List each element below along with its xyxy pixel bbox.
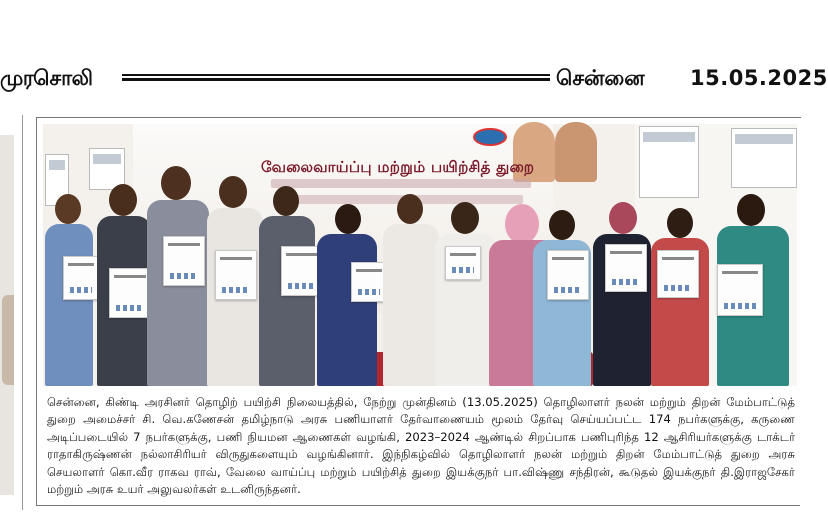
photo-caption	[47, 394, 795, 498]
caption-text: சென்னை, கிண்டி அரசினர் தொழிற் பயிற்சி நிலையத்தில், நேற்று முன்தினம் (13.05.2025) தொழிலாளர் நலன் மற்றும் திறன் மேம்பாட்டுத் துறை அமைச்சர் சி. வெ.கணேசன் தமிழ்நாடு அரசு பணியாளர் தேர்வாணையம் மூலம் தேர்வு செய்யப்பட்ட 174 நபர்களுக்கு, கருணை அடிப்படையில் 7 நபர்களுக்கு, பணி நியமன ஆணைகள் வழங்கி, 2023–2024 ஆண்டில் சிறப்பாக பணிபுரிந்த 12 ஆசிரியர்களுக்கு டாக்டர் ராதாகிருஷ்ணன் நல்லாசிரியர் விருதுகளையும் வழங்கினார். இந்நிகழ்வில் தொழிலாளர் நலன் மற்றும் திறன் மேம்பாட்டுத் துறை அரசு செயலாளர் கொ.வீர ராகவ ராவ், வேலை வாய்ப்பு மற்றும் பயிற்சித் துறை இயக்குநர் பா.விஷ்ணு சந்திரன், கூடுதல் இயக்குநர் தி.இராஜசேகர் மற்றும் அரசு உயர் அலுவலர்கள் உடனிருந்தனர்.	[47, 395, 795, 497]
masthead-rule	[122, 74, 550, 81]
adjacent-photo-fragment	[0, 135, 14, 495]
leader-portrait	[555, 122, 597, 182]
banner-title: வேலைவாய்ப்பு மற்றும் பயிற்சித் துறை	[261, 158, 535, 176]
person	[591, 202, 655, 386]
person	[531, 210, 595, 386]
person	[713, 194, 793, 386]
news-article	[36, 117, 801, 506]
edition-city: சென்னை	[556, 66, 645, 90]
person	[45, 194, 101, 386]
edition-date: 15.05.2025	[690, 66, 828, 90]
person	[143, 166, 213, 386]
article-bottom-rule	[36, 505, 800, 506]
newspaper-name: முரசொலி	[0, 66, 93, 90]
government-emblem-icon	[473, 128, 507, 146]
person	[257, 186, 319, 386]
person	[649, 208, 713, 386]
wall-chart	[731, 128, 797, 188]
masthead	[0, 64, 828, 100]
wall-chart	[639, 126, 699, 198]
adjacent-column	[0, 115, 23, 510]
person	[313, 204, 383, 386]
event-photo	[43, 124, 797, 386]
